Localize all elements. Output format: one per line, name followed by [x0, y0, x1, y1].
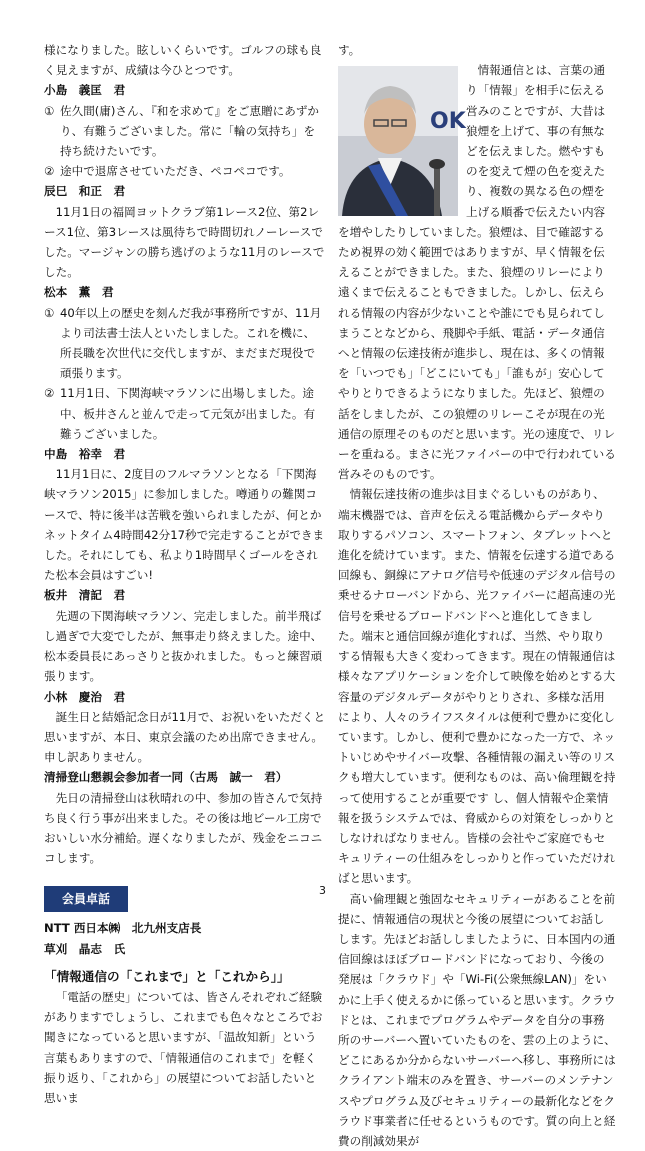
item-marker: ① — [44, 305, 55, 320]
speaker-photo — [338, 66, 466, 216]
member-name: 板井 清記 君 — [44, 588, 126, 603]
member-name: 小林 慶治 君 — [44, 689, 126, 704]
member-text: 先週の下関海峡マラソン、完走しました。前半飛ばし過ぎで大変でしたが、無事走り終えました。途中、松本委員長にあっさりと抜かれました。もっと練習頑張ります。 — [44, 608, 323, 684]
right-column — [338, 40, 616, 1151]
member-block — [44, 80, 326, 181]
continued-text: す。 — [338, 43, 361, 57]
member-text: 11月1日の福岡ヨットクラブ第1レース2位、第2レース1位、第3レースは風待ちで時間切れノーレースでした。マージャンの勝ち逃げのような11月のレースでした。 — [44, 204, 325, 280]
member-block — [44, 444, 326, 585]
member-block — [44, 282, 326, 444]
left-column — [44, 40, 326, 1108]
item-text: 40年以上の歴史を刻んだ我が事務所ですが、11月より司法書士法人といたしました。これを機に、所長職を次世代に交代しますが、まだまだ現役で頑張ります。 — [60, 305, 322, 381]
member-name: 中島 裕幸 君 — [44, 447, 126, 462]
list-item — [44, 303, 326, 384]
item-text: 途中で退席させていただき、ペコペコです。 — [60, 164, 291, 179]
speaker-org: NTT 西日本㈱ 北九州支店長 — [44, 921, 202, 936]
list-item — [44, 161, 326, 181]
member-name: 小島 義匡 君 — [44, 83, 126, 98]
list-item — [44, 383, 326, 444]
member-block — [44, 181, 326, 282]
member-text: 11月1日に、2度目のフルマラソンとなる「下関海峡マラソン2015」に参加しました。噂通りの難関コースで、特に後半は苦戦を強いられましたが、何とかネットタイム4時間42分17秒で完走することができました。それにしても、私より1時間早くゴールをされた松本会員はすごい! — [44, 467, 325, 583]
member-block — [44, 687, 326, 768]
talk-title: 「情報通信の「これまで」と「これから」」 — [44, 968, 290, 984]
member-block — [44, 767, 326, 868]
speaker-name: 草刈 晶志 氏 — [44, 941, 126, 956]
item-text: 11月1日、下関海峡マラソンに出場しました。途中、板井さんと並んで走って元気が出ました。有難うございました。 — [60, 386, 316, 441]
member-name: 松本 薫 君 — [44, 285, 114, 300]
member-name: 清掃登山懇親会参加者一同（古馬 誠一 君） — [44, 770, 288, 785]
page-number: 3 — [319, 884, 326, 897]
body-paragraph: 高い倫理観と強固なセキュリティーがあることを前提に、情報通信の現状と今後の展望についてお話しします。先ほどお話ししましたように、日本国内の通信回線はほぼブロードバンドになっており、今後の発展は「クラウド」や「Wi-Fi(公衆無線LAN)」をいかに上手く使えるかに係っていると思います。クラウドとは、これまでプログラムやデータを自分の事務所のサーバーへ置いていたものを、雲の上のように、どこにあるか分からないサーバーへ移し、事務所にはクライアント端末のみを置き、サーバーのメンテナンスやプログラム及びセキュリティーの最新化などをクラウド事業者に任せるというものです。質の向上と経費の削減効果が — [338, 891, 616, 1148]
member-text: 誕生日と結婚記念日が11月で、お祝いをいただくと思いますが、本日、東京会議のため出席できません。申し訳ありません。 — [44, 709, 326, 765]
svg-text:OK: OK — [430, 109, 466, 135]
item-marker: ② — [44, 164, 55, 179]
member-block — [44, 585, 326, 686]
section-label: 会員卓話 — [44, 886, 128, 912]
item-text: 佐久間(庸)さん、『和を求めて』をご恵贈にあずかり、有難うございました。常に「輪の気持ち」を持ち続けたいです。 — [60, 103, 320, 159]
talk-intro: 「電話の歴史」については、皆さんそれぞれご経験がありますでしょうし、これまでも色々なところでお聞きになっていると思いますが、「温故知新」という言葉もありますので、「情報通信のこれまで」を軽く振り返り、「これから」の展望についてお話したいと思いま — [44, 989, 323, 1105]
intro-text: 様になりました。眩しいくらいです。ゴルフの球も良く見えますが、成績は今ひとつです。 — [44, 43, 322, 78]
member-name: 辰巳 和正 君 — [44, 184, 126, 199]
list-item — [44, 101, 326, 162]
item-marker: ② — [44, 386, 55, 401]
body-paragraph: 情報伝達技術の進歩は目まぐるしいものがあり、端末機器では、音声を伝える電話機からデータやり取りするパソコン、スマートフォン、タブレットへと進化を続けています。また、情報を伝達する道である回線も、銅線にアナログ信号や低速のデジタル信号の乗せるナローバンドから、光ファイバーに超高速の光信号を乗せるブロードバンドへと進化してきました。端末と通信回線が進化すれば、当然、やり取りする情報も大きく変わってきます。現在の情報通信は様々なアプリケーションを介して映像を始めとする大容量のデジタルデータがやりとりされ、多様な活用により、人々のライフスタイルは便利で豊かに変化しています。しかし、便利で豊かになった一方で、ネットいじめやサイバー攻撃、各種情報の漏えい等のリスクも増大しています。便利なものは、高い倫理観を持って使用することが重要です し、個人情報や企業情報を扱うシステムでは、脅威からの対策をしっかりとしなければなりません。皆様の会社やご家庭でもセキュリティーの仕組みをしっかりと作っていただければと思います。 — [338, 487, 616, 886]
body-paragraph: 情報通信とは、言葉の通り「情報」を相手に伝える営みのことですが、大昔は狼煙を上げて、事の有無などを伝えました。燃やすものを変えて煙の色を変えたり、複数の異なる色の煙を上げる順番で伝えたい内容を増やしたりしていました。狼煙は、目で確認するため視界の効く範囲ではありますが、早く情報を伝えることができました。また、狼煙のリレーにより遠くまで伝えることもできました。しかし、伝えられる情報の内容が少ないことや誰にでも見られてしまうことなどから、飛脚や手紙、電話・データ通信へと情報の伝達技術が進歩し、現在は、多くの情報を「いつでも」「どこにいても」「誰もが」安心してやりとりできるようになりました。先ほど、狼煙の話をしましたが、この狼煙のリレーこそが現在の光通信の原理そのものだと思います。光の速度で、リレーを重ねる。まさに光ファイバーの中で行われている営みそのものです。 — [338, 63, 616, 482]
item-marker: ① — [44, 103, 55, 118]
member-text: 先日の清掃登山は秋晴れの中、参加の皆さんで気持ち良く行う事が出来ました。その後は地ビール工房でおいしい水分補給。遅くなりましたが、残金をニコニコします。 — [44, 790, 323, 866]
